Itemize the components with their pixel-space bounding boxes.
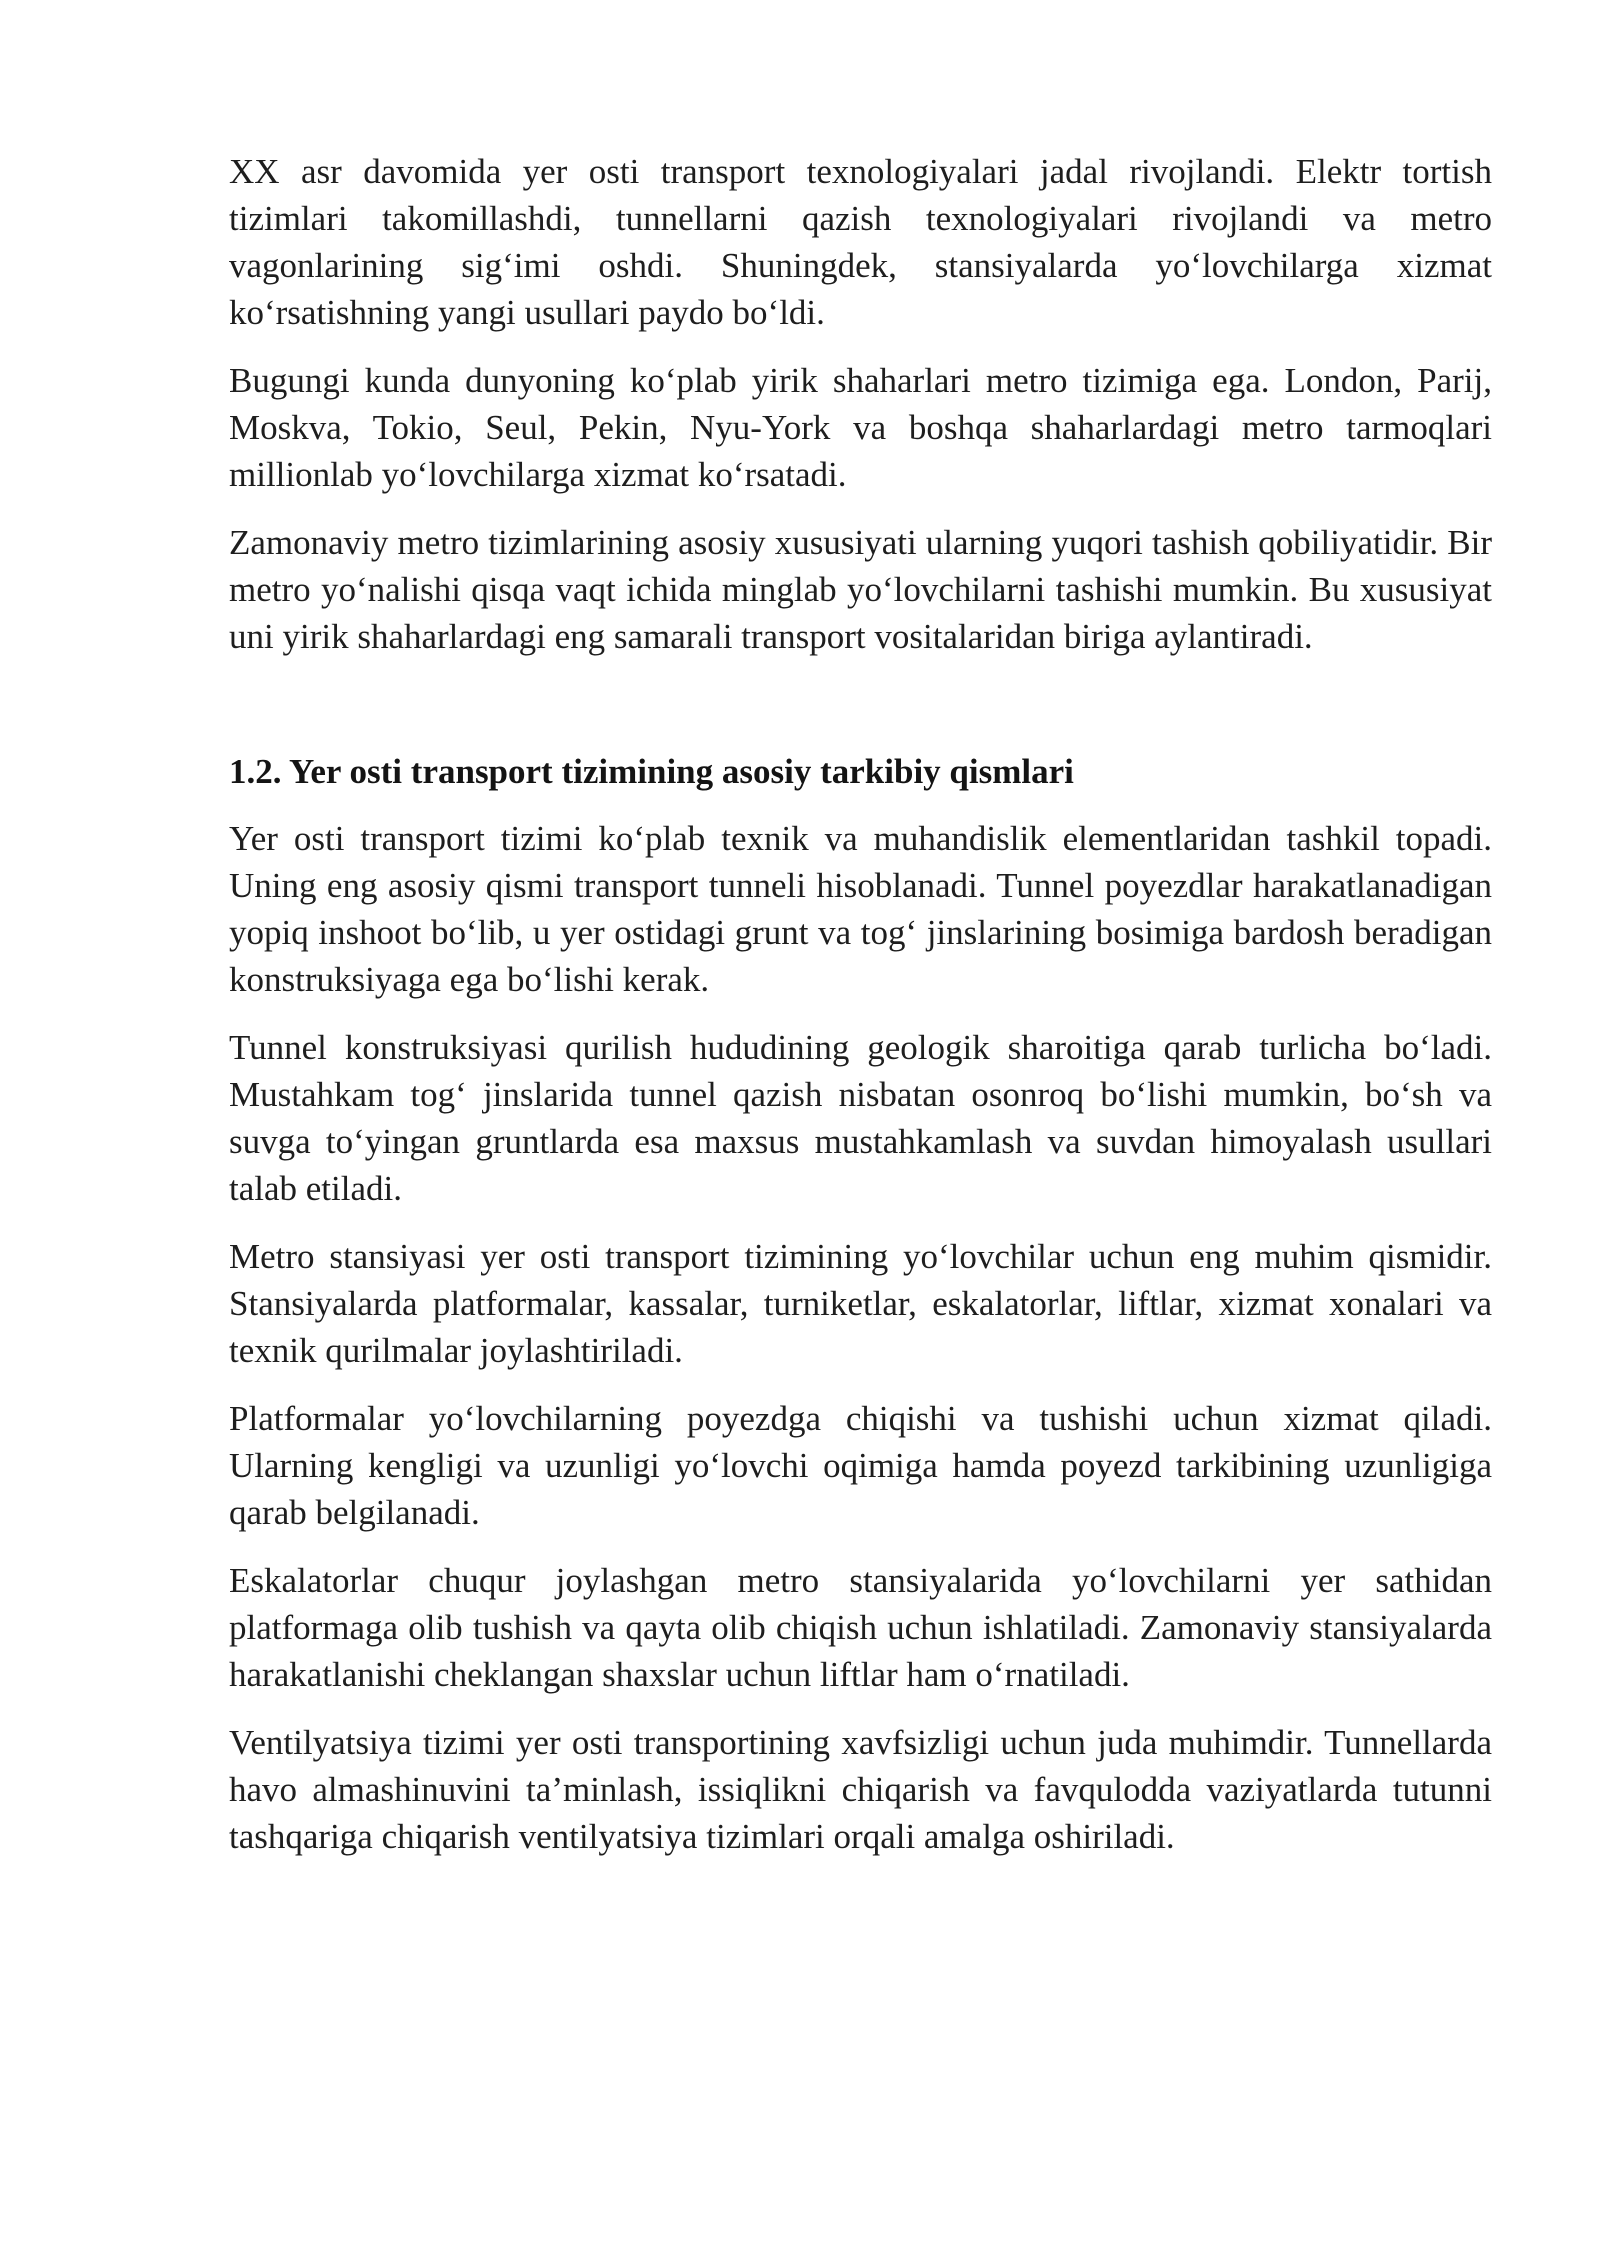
- paragraph: XX asr davomida yer osti transport texnologiyalari jadal rivojlandi. Elektr tortish tizimlari takomillashdi, tunnellarni qazish texnologiyalari rivojlandi va metro vagonlarining sig‘imi oshdi. Shuningdek, stansiyalarda yo‘lovchilarga xizmat ko‘rsatishning yangi usullari paydo bo‘ldi.: [229, 152, 1492, 332]
- paragraph: Zamonaviy metro tizimlarining asosiy xususiyati ularning yuqori tashish qobiliyatidir. Bir metro yo‘nalishi qisqa vaqt ichida minglab yo‘lovchilarni tashishi mumkin. Bu xususiyat uni yirik shaharlardagi eng samarali transport vositalaridan biriga aylantiradi.: [229, 523, 1492, 656]
- paragraph: Platformalar yo‘lovchilarning poyezdga chiqishi va tushishi uchun xizmat qiladi. Ularning kengligi va uzunligi yo‘lovchi oqimiga hamda poyezd tarkibining uzunligiga qarab belgilanadi.: [229, 1399, 1492, 1532]
- paragraph: Bugungi kunda dunyoning ko‘plab yirik shaharlari metro tizimiga ega. London, Parij, Moskva, Tokio, Seul, Pekin, Nyu-York va boshqa shaharlardagi metro tarmoqlari millionlab yo‘lovchilarga xizmat ko‘rsatadi.: [229, 361, 1492, 494]
- document-page: [229, 148, 1492, 1881]
- section-heading: 1.2. Yer osti transport tizimining asosiy tarkibiy qismlari: [229, 752, 1074, 791]
- paragraph: Metro stansiyasi yer osti transport tizimining yo‘lovchilar uchun eng muhim qismidir. Stansiyalarda platformalar, kassalar, turniketlar, eskalatorlar, liftlar, xizmat xonalari va texnik qurilmalar joylashtiriladi.: [229, 1237, 1492, 1370]
- paragraph: Ventilyatsiya tizimi yer osti transportining xavfsizligi uchun juda muhimdir. Tunnellarda havo almashinuvini ta’minlash, issiqlikni chiqarish va favqulodda vaziyatlarda tutunni tashqariga chiqarish ventilyatsiya tizimlari orqali amalga oshiriladi.: [229, 1723, 1492, 1856]
- paragraph: Yer osti transport tizimi ko‘plab texnik va muhandislik elementlaridan tashkil topadi. Uning eng asosiy qismi transport tunneli hisoblanadi. Tunnel poyezdlar harakatlanadigan yopiq inshoot bo‘lib, u yer ostidagi grunt va tog‘ jinslarining bosimiga bardosh beradigan konstruksiyaga ega bo‘lishi kerak.: [229, 819, 1492, 999]
- paragraph: Tunnel konstruksiyasi qurilish hududining geologik sharoitiga qarab turlicha bo‘ladi. Mustahkam tog‘ jinslarida tunnel qazish nisbatan osonroq bo‘lishi mumkin, bo‘sh va suvga to‘yingan gruntlarda esa maxsus mustahkamlash va suvdan himoyalash usullari talab etiladi.: [229, 1028, 1492, 1208]
- paragraph: Eskalatorlar chuqur joylashgan metro stansiyalarida yo‘lovchilarni yer sathidan platformaga olib tushish va qayta olib chiqish uchun ishlatiladi. Zamonaviy stansiyalarda harakatlanishi cheklangan shaxslar uchun liftlar ham o‘rnatiladi.: [229, 1561, 1492, 1694]
